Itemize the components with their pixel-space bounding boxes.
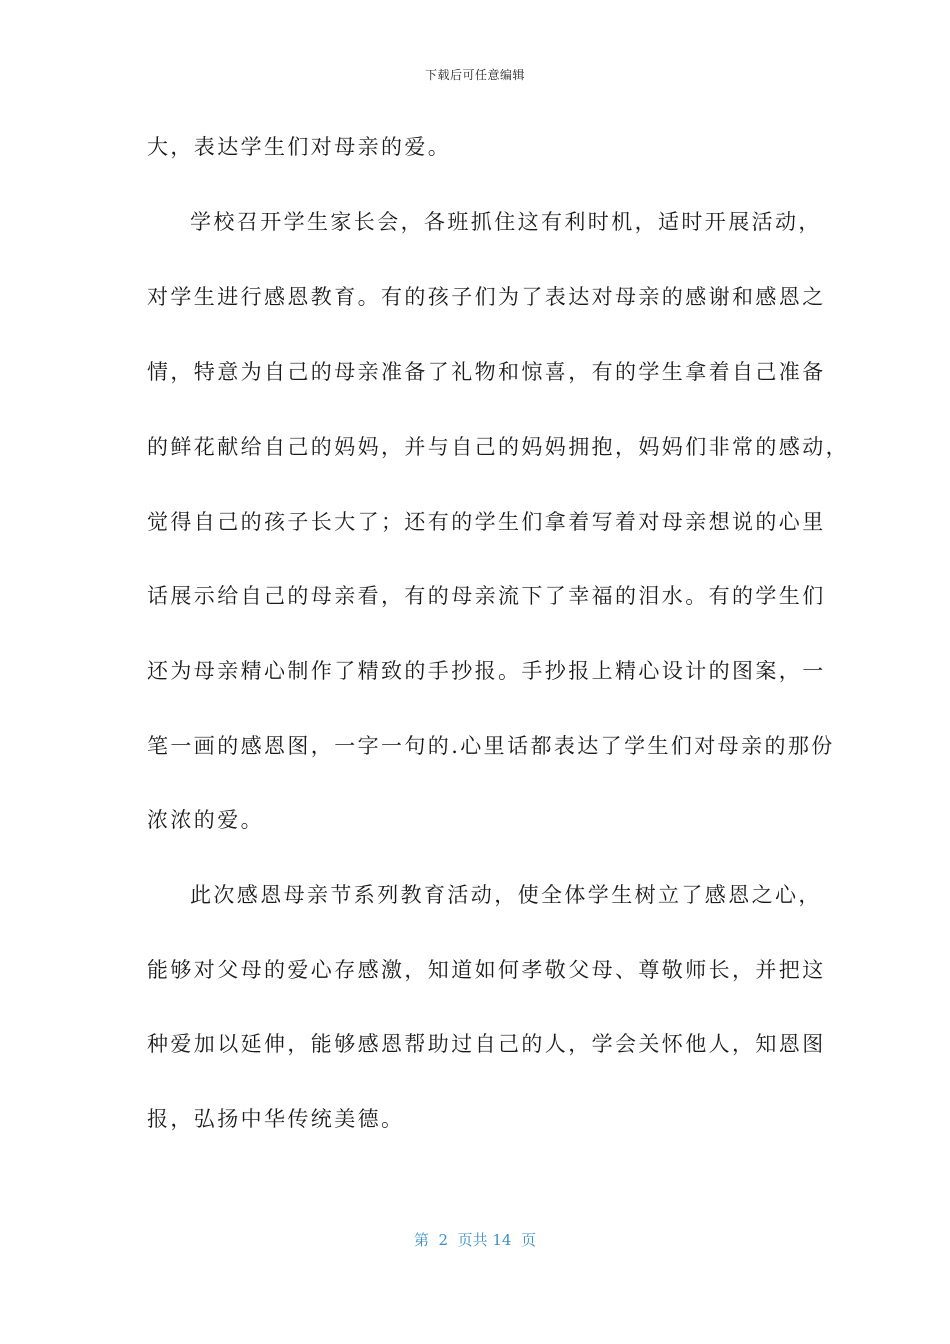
paragraph-first-line: 学校召开学生家长会，各班抓住这有利时机，适时开展活动， [190, 210, 822, 234]
text-line: 的鲜花献给自己的妈妈，并与自己的妈妈拥抱，妈妈们非常的感动， [147, 435, 849, 459]
header-note: 下载后可任意编辑 [424, 68, 525, 82]
text-line: 觉得自己的孩子长大了；还有的学生们拿着写着对母亲想说的心里 [147, 510, 826, 534]
text-line: 笔一画的感恩图，一字一句的.心里话都表达了学生们对母亲的那份 [147, 734, 835, 758]
paragraph-first-line: 此次感恩母亲节系列教育活动，使全体学生树立了感恩之心， [190, 883, 822, 907]
text-line: 大，表达学生们对母亲的爱。 [147, 135, 452, 159]
text-line: 浓浓的爱。 [147, 808, 264, 832]
text-line: 还为母亲精心制作了精致的手抄报。手抄报上精心设计的图案，一 [147, 659, 826, 683]
page-number-footer: 第 2 页共 14 页 [413, 1231, 536, 1249]
text-line: 种爱加以延伸，能够感恩帮助过自己的人，学会关怀他人，知恩图 [147, 1032, 826, 1056]
text-line: 话展示给自己的母亲看，有的母亲流下了幸福的泪水。有的学生们 [147, 584, 826, 608]
text-line: 报，弘扬中华传统美德。 [147, 1107, 405, 1131]
text-line: 对学生进行感恩教育。有的孩子们为了表达对母亲的感谢和感恩之 [147, 285, 826, 309]
text-line: 能够对父母的爱心存感激，知道如何孝敬父母、尊敬师长，并把这 [147, 958, 826, 982]
text-line: 情，特意为自己的母亲准备了礼物和惊喜，有的学生拿着自己准备 [147, 360, 826, 384]
